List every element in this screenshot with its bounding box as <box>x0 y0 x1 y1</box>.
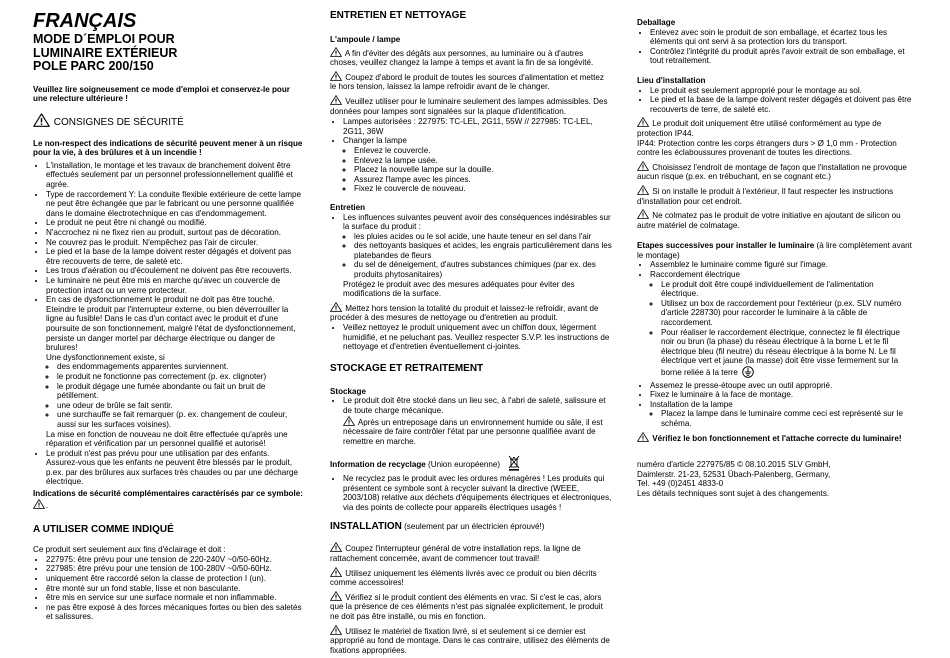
list-item: • Le luminaire ne peut être mis en marche qu'avec un couvercle de protection intact ou un verre protecteur. <box>46 276 303 295</box>
list-item: • 227985: être prévu pour une tension de 100-280V ~0/50-60Hz. <box>46 564 303 574</box>
bulb-warning-3: Veuillez utiliser pour le luminaire seulement des lampes admissibles. Des données pour lampes sont signalées sur la plaque d'identification. <box>330 96 608 116</box>
storage-list <box>330 396 612 446</box>
footer-line-2: Daimlerstr. 21-23, 52531 Übach-Palenberg, Germany, <box>637 469 831 479</box>
list-item: ◦ une surchauffe se fait remarquer (p. ex. changement de couleur, aussi sur les surfaces voisines). <box>57 410 303 429</box>
list-item: ◦ Utilisez un box de raccordement pour l'extérieur (p.ex. SLV numéro d'article 228730) pour raccorder le luminaire à la câble de raccordement. <box>661 299 913 328</box>
warning-icon <box>33 113 50 127</box>
safety-warning: Le non-respect des indications de sécurité peuvent mener à un risque pour la vie, à des brûlures et à un incendie ! <box>33 138 303 158</box>
warning-icon <box>330 302 342 312</box>
list-item: ◦ Assurez l'lampe avec les pinces. <box>354 175 612 185</box>
list-item: ◦ une odeur de brûle se fait sentir. <box>57 401 303 411</box>
list-item: • Lampes autorisées : 227975: TC-LEL, 2G11, 55W // 227985: TC-LEL, 2G11, 36W <box>343 117 612 136</box>
bulb-warning-2: Coupez d'abord le produit de toutes les sources d'alimentation et mettez le hors tension, laissez la lampe refroidir avant de le changer. <box>330 72 604 92</box>
list-item: • ne pas être exposé à des forces mécaniques fortes ou bien des saletés et salissures. <box>46 603 303 622</box>
dysfunction-outro: La mise en fonction de nouveau ne doit être effectuée qu'après une réparation et vérification par un personnel qualifié et autorisé! <box>46 429 288 449</box>
lamp-install-list <box>650 409 913 428</box>
list-item: • Assemez le presse-étoupe avec un outil approprié. <box>650 381 913 391</box>
maintenance-outro: Protégez le produit avec des mesures adéquates pour éviter des modifications de la surface. <box>343 279 575 299</box>
column-2 <box>330 10 612 658</box>
maintenance-warning: Mettez hors tension la totalité du produit et laissez-le refroidir, avant de procéder à des mesures de nettoyage ou d'entretien au produit. <box>330 303 599 323</box>
list-item-text: Changer la lampe <box>343 136 407 146</box>
install-warning-2: Utilisez uniquement les éléments livrés avec ce produit ou bien décrits comme accessoires! <box>330 568 597 588</box>
crossed-bin-icon <box>508 455 520 474</box>
install-heading-text: INSTALLATION <box>330 521 402 533</box>
list-item: ◦ Placez la nouvelle lampe sur la douille. <box>354 165 612 175</box>
list-item: ◦ des endommagements apparentes surviennent. <box>57 362 303 372</box>
ip-text: IP44: Protection contre les corps étrangers durs > Ø 1,0 mm - Protection contre les éclaboussures provenant de toutes les directions. <box>637 138 897 158</box>
install-heading-rest: (seulement par un électricien éprouvé!) <box>401 522 545 532</box>
recycle-subheading-bold: Information de recyclage <box>330 460 426 470</box>
list-item <box>650 400 913 429</box>
steps-subheading-bold: Etapes successives pour installer le luminaire <box>637 241 815 251</box>
recycle-subheading <box>330 455 612 474</box>
maintenance-subheading: Entretien <box>330 202 366 212</box>
warning-icon <box>330 71 342 81</box>
location-warning-2: Choisissez l'endroit de montage de façon que l'installation ne provoque aucun risque (p.ex. en trébuchant, en se cognant etc.) <box>637 162 907 182</box>
list-item: ◦ des nettoyants basiques et acides, les engrais particulièrement dans les platebandes de fleurs <box>354 241 612 260</box>
list-item: ◦ Placez la lampe dans le luminaire comme ceci est représenté sur le schéma. <box>661 409 913 428</box>
recycle-list <box>330 474 612 512</box>
bulb-list <box>330 117 612 194</box>
warning-icon <box>637 117 649 127</box>
location-list <box>637 86 913 115</box>
maintenance-heading: ENTRETIEN ET NETTOYAGE <box>330 10 467 21</box>
list-item <box>661 328 913 381</box>
location-subheading: Lieu d'installation <box>637 75 706 85</box>
list-item: • Enlevez avec soin le produit de son emballage, et écartez tous les éléments qui ont servi à sa protection lors du transport. <box>650 28 913 47</box>
list-item-text: En cas de dysfonctionnement le produit ne doit pas être touché. Eteindre le produit par l'interrupteur externe, ou bien déverrouiller la ligne au fusible! Dans le cas d'un contact avec le produit et d'une poursuite de son fonctionnement, malgré l'état de dysfonctionnement, persiste un danger mortel par décharge électrique ou danger de brulures! <box>46 295 296 353</box>
warning-icon <box>330 591 342 601</box>
install-warning-3: Vérifiez si le produit contient des éléments en vrac. Si c'est le cas, alors que la présence de ces éléments n'est pas signalée explicitement, le produit ne doit pas être installé, ou mis en fonction. <box>330 592 603 621</box>
unpacking-list <box>637 28 913 66</box>
list-item: • Ne recyclez pas le produit avec les ordures ménagères ! Les produits qui présentent ce symbole sont à recycler suivant la directive (WEEE, 2003/108) relative aux déchets d'équipements électriques et électroniques, via des points de collecte pour appareils électriques usagés ! <box>343 474 612 512</box>
list-item: • Veillez nettoyez le produit uniquement avec un chiffon doux, légerment humidifié, et ne peluchant pas. Veuillez respecter S.V.P. les instructions de nettoyage et d'entretien éventuellement ci-jointes. <box>343 323 612 352</box>
list-item-text: Pour réaliser le raccordement électrique, connectez le fil électrique noir ou brun (la phase) du réseau électrique à la borne L et le fil électrique bleu (fil neutre) du réseau électrique à la borne N. Le fil électrique vert et jaune (la masse) doit être visse fermement sur la borne reliée à la terre <box>661 327 900 377</box>
list-item-text: Les influences suivantes peuvent avoir des conséquences indésirables sur la surface du produit : <box>343 212 611 232</box>
dysfunction-list <box>46 362 303 429</box>
storage-heading: STOCKAGE ET RETRAITEMENT <box>330 362 484 374</box>
footer-line-4: Les détails techniques sont sujet à des changements. <box>637 488 830 498</box>
location-warning-4: Ne colmatez pas le produit de votre initiative en ajoutant de silicon ou autre matériel de colmatage. <box>637 211 901 230</box>
list-item: • Le produit n'est pas prévu pour une utilisation par des enfants. Assurez-vous que les enfants ne peuvent être blessés par le produit, p.ex. par des brûlures aux surfaces très chaudes ou par une décharge électrique. <box>46 449 303 487</box>
warning-icon <box>330 567 342 577</box>
list-item: • Fixez le luminaire à la face de montage. <box>650 390 913 400</box>
list-item-text: Raccordement électrique <box>650 270 740 280</box>
title-line-3: POLE PARC 200/150 <box>33 59 154 73</box>
list-item: ◦ le produit dégage une fumée abondante ou fait un bruit de pétillement. <box>57 382 303 401</box>
install-warning-4: Utilisez le matériel de fixation livré, si et seulement si ce dernier est approprié au fond de montage. Dans le cas contraire, utilisez des éléments de fixations appropriées. <box>330 626 610 655</box>
footer-line-3: Tel. +49 (0)2451 4833-0 <box>637 479 724 489</box>
column-3 <box>637 18 913 499</box>
storage-warning: Après un entreposage dans un environnement humide ou sâle, il est nécessaire de faire contrôler l'état par une personne qualifiée avant de remettre en marche. <box>343 417 603 446</box>
warning-icon <box>343 416 355 426</box>
use-list <box>33 555 303 622</box>
list-item: ◦ Fixez le couvercle de nouveau. <box>354 184 612 194</box>
change-lamp-list <box>343 146 612 194</box>
list-item: ◦ Le produit doit être coupé individuellement de l'alimentation électrique. <box>661 280 913 299</box>
list-item: ◦ Enlevez la lampe usée. <box>354 156 612 166</box>
list-item: • Assemblez le luminaire comme figuré sur l'image. <box>650 260 913 270</box>
safety-list <box>33 161 303 487</box>
warning-icon <box>637 432 649 442</box>
list-item: • Le produit ne peut être ni changé ou modifié. <box>46 218 303 228</box>
list-item: • être monté sur un fond stable, lisse et non basculante. <box>46 584 303 594</box>
recycle-subheading-rest: (Union européenne) <box>425 460 501 470</box>
list-item <box>343 213 612 299</box>
safety-heading-text: CONSIGNES DE SÉCURITÉ <box>53 116 184 128</box>
electrical-list <box>650 280 913 381</box>
influence-list <box>343 232 612 280</box>
location-warning: Le produit doit uniquement être utilisé conformément au type de protection IP44. <box>637 119 882 138</box>
warning-icon <box>637 209 649 219</box>
warning-icon <box>330 625 342 635</box>
list-item: ◦ du sel de déneigement, d'autres substances chimiques (par ex. des produits phytosanitaires) <box>354 260 612 279</box>
warning-icon <box>330 47 342 57</box>
bulb-warning-1: A fin d'éviter des dégâts aux personnes, au luminaire ou à d'autres choses, veuillez changez la lampe à temps et avant la fin de sa longévité. <box>330 48 594 68</box>
list-item: • N'accrochez ni ne fixez rien au produit, surtout pas de décoration. <box>46 228 303 238</box>
list-item <box>46 295 303 449</box>
install-warning-1: Coupez l'interrupteur général de votre installation reps. la ligne de rattachement concernée, avant de commencer tout travail! <box>330 544 581 563</box>
warning-icon <box>330 95 342 105</box>
list-item: • 227975: être prévu pour une tension de 220-240V ~0/50-60Hz. <box>46 555 303 565</box>
storage-subheading: Stockage <box>330 386 366 396</box>
steps-list <box>637 260 913 428</box>
list-item <box>650 270 913 381</box>
list-item: • Type de raccordement Y: La conduite flexible extérieure de cette lampe ne peut être échangée que par le fabricant ou une personne qualifiée dans le domaine électrotechnique en cas d'endommagement. <box>46 190 303 219</box>
warning-icon <box>637 185 649 195</box>
symbol-line: Indications de sécurité complémentaires caractérisés par ce symbole: <box>33 489 303 499</box>
list-item: • Le produit est seulement approprié pour le montage au sol. <box>650 86 913 96</box>
install-heading <box>330 521 612 533</box>
list-item: • Contrôlez l'intégrité du produit après l'avoir extrait de son emballage, et tout retraitement. <box>650 47 913 66</box>
title-line-1: MODE D´EMPLOI POUR <box>33 32 175 46</box>
safety-heading <box>33 113 303 129</box>
list-item: • L'installation, le montage et les travaux de branchement doivent être effectués seulement par un personnel professionnellement qualifié et agrée. <box>46 161 303 190</box>
warning-icon <box>330 542 342 552</box>
dysfunction-intro: Une dysfonctionnement existe, si <box>46 352 165 362</box>
list-item: • Le pied et la base de la lampe doivent rester dégagés et doivent pas être recouverts de terre, de saleté etc. <box>46 247 303 266</box>
list-item: • Le pied et la base de la lampe doivent rester dégagés et doivent pas être recouverts de terre, de saleté etc. <box>650 95 913 114</box>
use-intro: Ce produit sert seulement aux fins d'éclairage et doit : <box>33 545 226 555</box>
use-heading: A UTILISER COMME INDIQUÉ <box>33 524 174 536</box>
location-warning-3: Si on installe le produit à l'extérieur, Il faut respecter les instructions d'installation pour cet endroit. <box>637 186 894 206</box>
list-item: • être mis en service sur une surface normale et non inflammable. <box>46 593 303 603</box>
list-item-text: Le produit doit être stocké dans un lieu sec, à l'abri de saleté, salissure et de toute charge mécanique. <box>343 396 606 415</box>
list-item: • Les trous d'aération ou d'écoulement ne doivent pas être recouverts. <box>46 266 303 276</box>
footer-line-1: numéro d'article 227975/85 © 08.10.2015 SLV GmbH, <box>637 460 831 470</box>
warning-icon <box>33 499 45 509</box>
title-line-2: LUMINAIRE EXTÉRIEUR <box>33 45 178 60</box>
intro-text: Veuillez lire soigneusement ce mode d'emploi et conservez-le pour une relecture ultérieure ! <box>33 84 290 104</box>
symbol-example: . <box>33 499 303 511</box>
maintenance-list <box>330 213 612 299</box>
warning-icon <box>637 161 649 171</box>
list-item: ◦ les pluies acides ou le sol acide, une haute teneur en sel dans l'air <box>354 232 612 242</box>
list-item: ◦ Enlevez le couvercle. <box>354 146 612 156</box>
list-item-text: Installation de la lampe <box>650 399 733 409</box>
language-heading: FRANÇAIS <box>33 10 137 32</box>
list-item <box>343 396 612 446</box>
list-item: • uniquement être raccordé selon la classe de protection I (un). <box>46 574 303 584</box>
bulb-subheading: L'ampoule / lampe <box>330 35 401 44</box>
unpacking-subheading: Deballage <box>637 18 676 27</box>
maintenance-list-2 <box>330 323 612 352</box>
list-item: ◦ le produit ne fonctionne pas correctement (p. ex. clignoter) <box>57 372 303 382</box>
steps-subheading-rest: (à lire complètement avant le montage) <box>637 241 912 260</box>
earth-ground-icon <box>742 366 754 381</box>
column-1 <box>33 10 303 624</box>
list-item: • Ne couvrez pas le produit. N'empêchez pas l'air de circuler. <box>46 238 303 248</box>
steps-subheading <box>637 241 913 260</box>
list-item <box>343 136 612 194</box>
final-warning: Vérifiez le bon fonctionnement et l'attache correcte du luminaire! <box>652 433 902 443</box>
